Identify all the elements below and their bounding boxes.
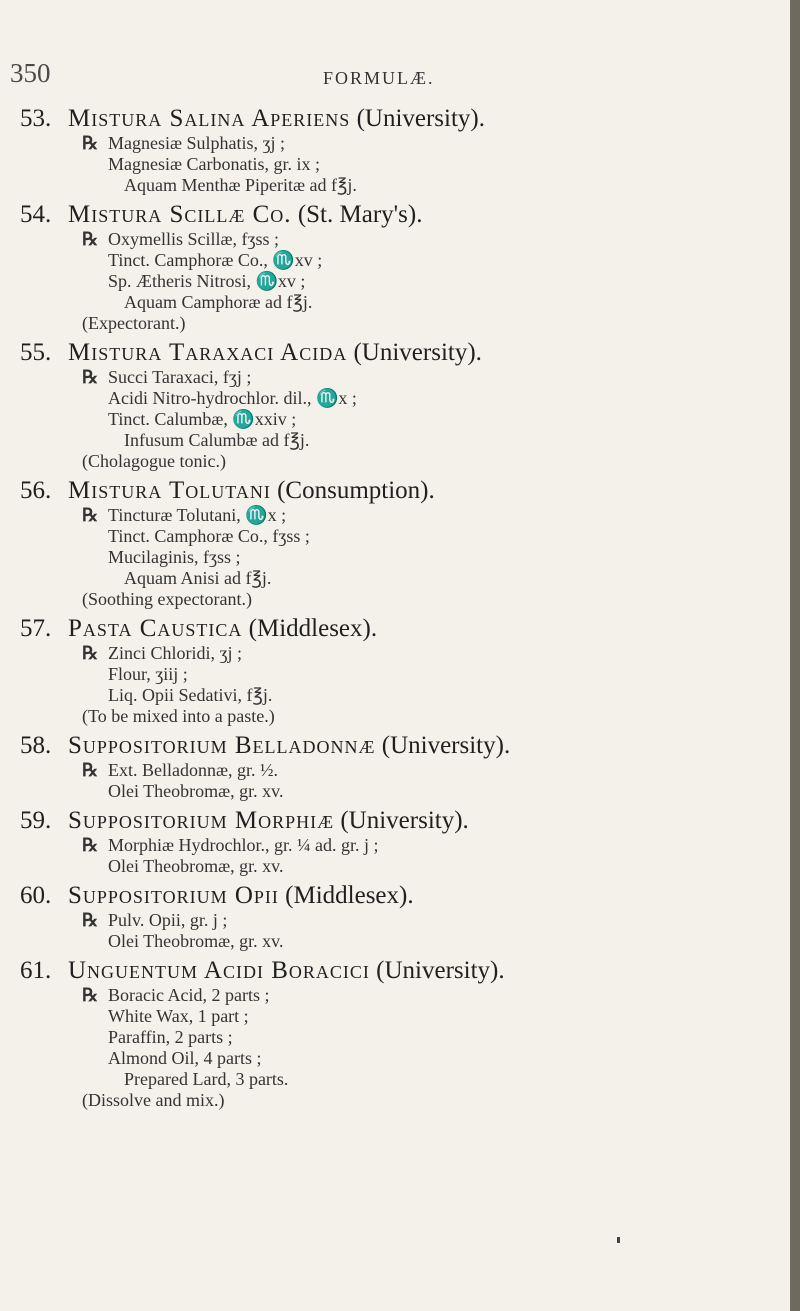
formula-title: Suppositorium Opii [68, 882, 279, 909]
formula-number: 58. [20, 732, 52, 759]
ingredient: Tinct. Camphoræ Co., ♏xv ; [108, 250, 323, 270]
formula-entry [20, 104, 790, 196]
formula-note: (Cholagogue tonic.) [82, 451, 226, 471]
ingredient: Zinci Chloridi, ʒj ; [108, 643, 242, 663]
formula-heading [20, 200, 790, 229]
vehicle-line: Aquam Camphoræ ad f℥j. [124, 292, 313, 312]
recipe-symbol: ℞ [82, 229, 99, 249]
formula-source: (Middlesex). [285, 882, 414, 909]
formula-entry [20, 881, 790, 952]
ingredient: Tinct. Camphoræ Co., fʒss ; [108, 526, 310, 546]
formula-source: (University). [381, 732, 511, 759]
formula-heading [20, 338, 790, 367]
recipe-first-line [20, 133, 790, 154]
recipe-first-line [20, 985, 790, 1006]
formula-number: 59. [20, 807, 52, 834]
formula-source: (Middlesex). [248, 615, 378, 642]
ingredient: Sp. Ætheris Nitrosi, ♏xv ; [108, 271, 306, 291]
running-head: FORMULÆ. [323, 68, 435, 88]
ingredient: Tincturæ Tolutani, ♏x ; [108, 505, 287, 525]
ingredient: Boracic Acid, 2 parts ; [108, 985, 270, 1005]
recipe-symbol: ℞ [82, 835, 99, 855]
page-edge-shadow [790, 0, 800, 1311]
ingredient: Olei Theobromæ, gr. xv. [108, 856, 284, 876]
recipe-symbol: ℞ [82, 760, 99, 780]
recipe-first-line [20, 835, 790, 856]
formula-number: 61. [20, 957, 52, 984]
recipe-first-line [20, 229, 790, 250]
ingredient: Morphiæ Hydrochlor., gr. ¼ ad. gr. j ; [108, 835, 379, 855]
formula-entry [20, 956, 790, 1111]
formula-entry [20, 731, 790, 802]
ingredient: Liq. Opii Sedativi, f℥j. [108, 685, 273, 705]
ingredient: Acidi Nitro-hydrochlor. dil., ♏x ; [108, 388, 357, 408]
formula-heading [20, 806, 790, 835]
vehicle-line: Prepared Lard, 3 parts. [124, 1069, 289, 1089]
formula-source: (Consumption). [277, 477, 435, 504]
recipe-symbol: ℞ [82, 367, 99, 387]
formula-title: Suppositorium Belladonnæ [68, 732, 376, 759]
formula-heading [20, 956, 790, 985]
formula-title: Mistura Taraxaci Acida [68, 339, 348, 366]
formula-number: 55. [20, 339, 52, 366]
formula-entry [20, 200, 790, 334]
vehicle-line: Aquam Menthæ Piperitæ ad f℥j. [124, 175, 357, 195]
formula-heading [20, 476, 790, 505]
formula-title: Suppositorium Morphiæ [68, 807, 335, 834]
page-number: 350 [10, 58, 51, 88]
recipe-symbol: ℞ [82, 133, 99, 153]
formula-title: Mistura Tolutani [68, 477, 271, 504]
ingredient: Pulv. Opii, gr. j ; [108, 910, 228, 930]
formula-source: (University). [353, 339, 482, 366]
formula-entry [20, 338, 790, 472]
recipe-symbol: ℞ [82, 505, 99, 525]
formula-source: (University). [340, 807, 469, 834]
formula-number: 53. [20, 105, 52, 132]
ingredient: White Wax, 1 part ; [108, 1006, 249, 1026]
ingredient: Flour, ʒiij ; [108, 664, 188, 684]
formula-number: 56. [20, 477, 52, 504]
ingredient: Mucilaginis, fʒss ; [108, 547, 241, 567]
recipe-symbol: ℞ [82, 985, 99, 1005]
ingredient: Ext. Belladonnæ, gr. ½. [108, 760, 278, 780]
ingredient: Tinct. Calumbæ, ♏xxiv ; [108, 409, 297, 429]
ingredient: Paraffin, 2 parts ; [108, 1027, 233, 1047]
formula-note: (To be mixed into a paste.) [82, 706, 275, 726]
formula-note: (Soothing expectorant.) [82, 589, 252, 609]
formula-entry [20, 614, 790, 727]
recipe-first-line [20, 505, 790, 526]
recipe-first-line [20, 760, 790, 781]
formula-title: Mistura Salina Aperiens [68, 105, 351, 132]
recipe-symbol: ℞ [82, 643, 99, 663]
vehicle-line: Aquam Anisi ad f℥j. [124, 568, 272, 588]
ingredient: Oxymellis Scillæ, fʒss ; [108, 229, 279, 249]
ingredient: Almond Oil, 4 parts ; [108, 1048, 262, 1068]
formula-number: 54. [20, 201, 52, 228]
ingredient: Olei Theobromæ, gr. xv. [108, 781, 284, 801]
formula-source: (University). [376, 957, 505, 984]
ingredient: Olei Theobromæ, gr. xv. [108, 931, 284, 951]
formula-note: (Expectorant.) [82, 313, 186, 333]
formula-title: Mistura Scillæ Co. [68, 201, 292, 228]
formula-heading [20, 731, 790, 760]
ink-speck [617, 1237, 620, 1243]
ingredient: Succi Taraxaci, fʒj ; [108, 367, 252, 387]
formula-title: Pasta Caustica [68, 615, 243, 642]
formula-heading [20, 104, 790, 133]
formula-source: (University). [356, 105, 486, 132]
recipe-first-line [20, 367, 790, 388]
ingredient: Magnesiæ Sulphatis, ʒj ; [108, 133, 285, 153]
ingredient: Magnesiæ Carbonatis, gr. ix ; [108, 154, 320, 174]
formula-number: 60. [20, 882, 52, 909]
recipe-symbol: ℞ [82, 910, 99, 930]
recipe-first-line [20, 643, 790, 664]
formula-entry [20, 806, 790, 877]
formula-heading [20, 881, 790, 910]
formula-list [20, 104, 790, 1115]
formula-title: Unguentum Acidi Boracici [68, 957, 370, 984]
formula-source: (St. Mary's). [297, 201, 423, 228]
formula-note: (Dissolve and mix.) [82, 1090, 225, 1110]
formula-number: 57. [20, 615, 52, 642]
vehicle-line: Infusum Calumbæ ad f℥j. [124, 430, 310, 450]
recipe-first-line [20, 910, 790, 931]
formula-entry [20, 476, 790, 610]
formula-heading [20, 614, 790, 643]
